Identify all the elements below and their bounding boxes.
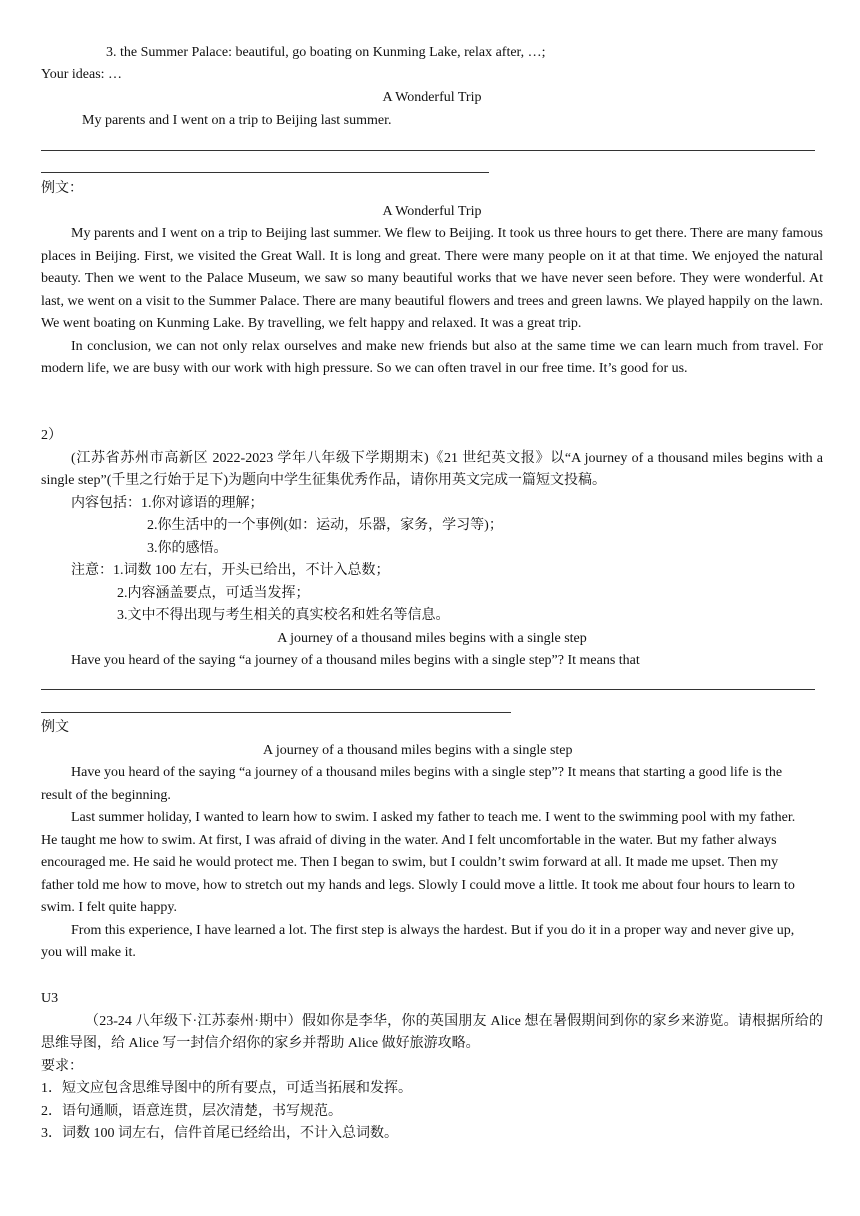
answer-line: [41, 712, 511, 713]
question-number: 2）: [41, 428, 62, 443]
your-ideas-line: Your ideas: …: [41, 67, 123, 82]
unit-label: U3: [41, 991, 59, 1006]
sample-paragraph: Have you heard of the saying “a journey of a thousand miles begins with a single step”? It means that starting a good life is the result of the beginning.: [41, 765, 783, 803]
sample-title: A journey of a thousand miles begins with a single step: [263, 742, 573, 758]
note-requirement: 注意：1.词数 100 左右，开头已给出，不计入总数；: [71, 563, 390, 578]
note-requirement: 2.内容涵盖要点，可适当发挥；: [117, 585, 310, 601]
content-requirement: 内容包括：1.你对谚语的理解；: [71, 495, 264, 511]
requirement-item: 3．词数 100 词左右，信件首尾已经给出，不计入总词数。: [41, 1126, 398, 1141]
sample-essay-2: [41, 717, 811, 965]
answer-line: [41, 689, 815, 690]
content-requirement: 3.你的感悟。: [147, 540, 228, 556]
essay-title-2: A journey of a thousand miles begins with a single step: [277, 630, 587, 646]
question-intro: （23-24 八年级下·江苏泰州·期中）假如你是李华，你的英国朋友 Alice 想在暑假期间到你的家乡来游览。请根据所给的思维导图，给 Alice 写一封信介绍你的家乡并帮助 Alice 做好旅游攻略。: [41, 1013, 823, 1051]
question-2: [41, 425, 823, 673]
sample-label: 例文: [41, 720, 69, 735]
requirement-item: 1．短文应包含思维导图中的所有要点，可适当拓展和发挥。: [41, 1081, 412, 1096]
question-u3: [41, 988, 823, 1146]
answer-line: [41, 172, 489, 173]
essay-title-1: A Wonderful Trip: [382, 90, 482, 105]
sample-essay-1: [41, 178, 823, 381]
requirements-label: 要求：: [41, 1058, 83, 1074]
sample-paragraph: Last summer holiday, I wanted to learn how to swim. I asked my father to teach me. I went to the swimming pool with my father. He taught me how to swim. At first, I was afraid of diving in the water. And I felt uncomfortable in the water. But my father always encouraged me. He said he would protect me. Then I began to swim, but I couldn’t swim forward at all. It made me upset. Then my father told me how to move, how to stretch out my hands and legs. Slowly I could move a little. It took me about four hours to learn to swim. I felt quite happy.: [41, 810, 796, 915]
sample-label: 例文：: [41, 181, 83, 196]
sample-title: A Wonderful Trip: [382, 203, 482, 219]
content-requirement: 2.你生活中的一个事例(如：运动，乐器，家务，学习等)；: [147, 518, 503, 533]
sample-paragraph: In conclusion, we can not only relax ourselves and make new friends but also at the same time we can learn much from travel. For modern life, we are busy with our work with high pressure. So we can often travel in our free time. It’s good for us.: [41, 338, 823, 376]
essay-opening-1: My parents and I went on a trip to Beijing last summer.: [82, 113, 392, 128]
note-requirement: 3.文中不得出现与考生相关的真实校名和姓名等信息。: [117, 608, 450, 623]
prompt-item-3: 3. the Summer Palace: beautiful, go boating on Kunming Lake, relax after, …;: [106, 45, 546, 60]
question-intro: (江苏省苏州市高新区 2022-2023 学年八年级下学期期末)《21 世纪英文报》以“A journey of a thousand miles begins with a single step”(千里之行始于足下)为题向中学生征集优秀作品，请你用英文完成一篇短文投稿。: [41, 450, 823, 488]
requirement-item: 2．语句通顺，语意连贯，层次清楚，书写规范。: [41, 1103, 342, 1119]
sample-paragraph: My parents and I went on a trip to Beijing last summer. We flew to Beijing. It took us three hours to get there. There are many famous places in Beijing. First, we visited the Great Wall. It is long and great. There were many people on it at that time. We enjoyed the natural beauty. Then we went to the Palace Museum, we saw so many beautiful works that we have never seen before. They were wonderful. At last, we went on a visit to the Summer Palace. There are many beautiful flowers and trees and green lawns. We played happily on the lawn. We went boating on Kunming Lake. By travelling, we felt happy and relaxed. It was a great trip.: [41, 226, 823, 331]
sample-paragraph: From this experience, I have learned a lot. The first step is always the hardest. But if you do it in a proper way and never give up, you will make it.: [41, 922, 795, 960]
essay-opening-2: Have you heard of the saying “a journey of a thousand miles begins with a single step”? It means that: [71, 653, 640, 668]
answer-line: [41, 150, 815, 151]
